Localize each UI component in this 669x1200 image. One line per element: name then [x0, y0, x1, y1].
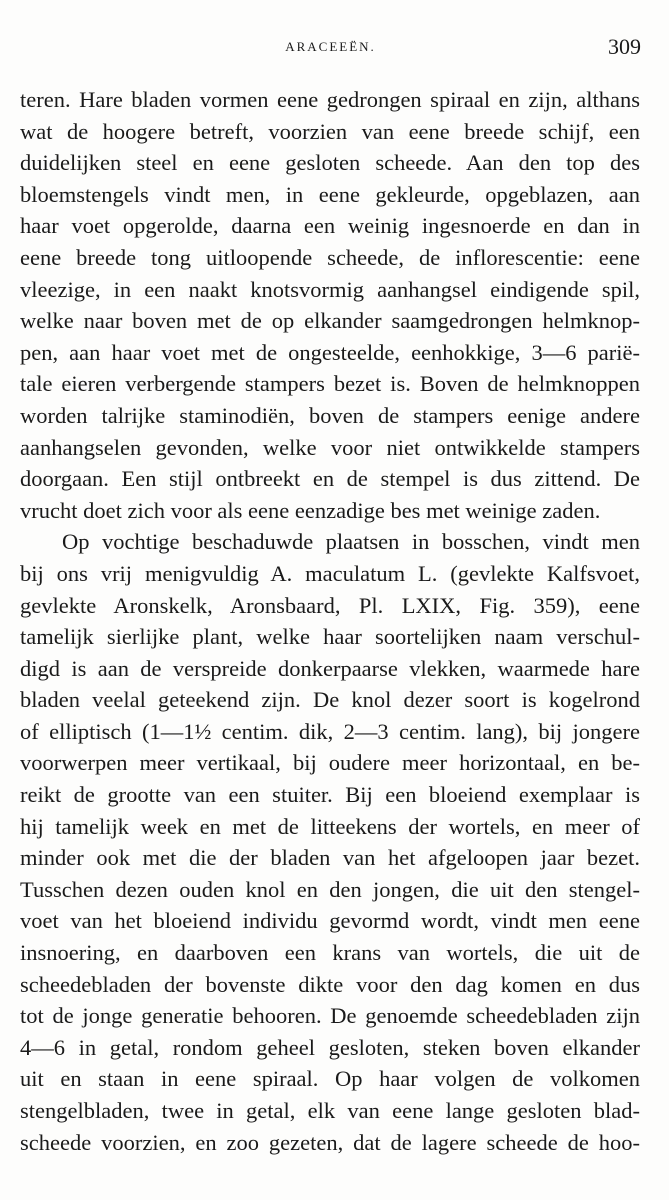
- text-line: stengelbladen, twee in getal, elk van eene lange gesloten blad-: [20, 1098, 640, 1123]
- text-line: minder ook met die der bladen van het afgeloopen jaar bezet.: [20, 845, 640, 871]
- text-line: wat de hoogere betreft, voorzien van eene breede schijf, een: [20, 118, 640, 144]
- text-line: voet van het bloeiend individu gevormd wordt, vindt men eene: [20, 908, 640, 934]
- text-line: gevlekte Aronskelk, Aronsbaard, Pl. LXIX, Fig. 359), eene: [20, 592, 640, 618]
- text-line: uit en staan in eene spiraal. Op haar volgen de volkomen: [20, 1066, 640, 1092]
- page-number: 309: [608, 34, 641, 59]
- text-line: scheede voorzien, en zoo gezeten, dat de lagere scheede de hoo-: [20, 1129, 640, 1155]
- text-line: doorgaan. Een stijl ontbreekt en de stempel is dus zittend. De: [20, 466, 640, 492]
- text-line: haar voet opgerolde, daarna een weinig ingesnoerde en dan in: [20, 213, 640, 239]
- text-line: pen, aan haar voet met de ongesteelde, eenhokkige, 3—6 parië-: [20, 339, 640, 365]
- text-line: reikt de grootte van een stuiter. Bij een bloeiend exemplaar is: [20, 782, 640, 808]
- text-line: 4—6 in getal, rondom geheel gesloten, steken boven elkander: [20, 1034, 640, 1060]
- text-line: tamelijk sierlijke plant, welke haar soortelijken naam verschul-: [20, 624, 640, 650]
- running-header: [20, 34, 641, 58]
- text-line: eene breede tong uitloopende scheede, de inflorescentie: eene: [20, 244, 640, 270]
- text-line: hij tamelijk week en met de litteekens der wortels, en meer of: [20, 813, 640, 839]
- text-line: voorwerpen meer vertikaal, bij oudere meer horizontaal, en be-: [20, 750, 640, 776]
- text-line: vleezige, in een naakt knotsvormig aanhangsel eindigende spil,: [20, 276, 640, 302]
- text-line: Op vochtige beschaduwde plaatsen in bosschen, vindt men: [62, 529, 640, 555]
- running-title: ARACEEËN.: [285, 39, 376, 54]
- text-line: worden talrijke staminodiën, boven de stampers eenige andere: [20, 402, 640, 428]
- text-line: duidelijken steel en eene gesloten scheede. Aan den top des: [20, 150, 640, 176]
- text-line: vrucht doet zich voor als eene eenzadige bes met weinige zaden.: [20, 497, 601, 523]
- text-line: bloemstengels vindt men, in eene gekleurde, opgeblazen, aan: [20, 181, 640, 207]
- body-text: [20, 84, 640, 1158]
- text-line: tale eieren verbergende stampers bezet is. Boven de helmknoppen: [20, 371, 640, 397]
- text-line: tot de jonge generatie behooren. De genoemde scheedebladen zijn: [20, 1003, 640, 1029]
- text-line: scheedebladen der bovenste dikte voor den dag komen en dus: [20, 971, 640, 997]
- text-line: welke naar boven met de op elkander saamgedrongen helmknop-: [20, 308, 640, 334]
- text-line: teren. Hare bladen vormen eene gedrongen spiraal en zijn, althans: [20, 87, 640, 112]
- text-line: insnoering, en daarboven een krans van wortels, die uit de: [20, 940, 640, 966]
- text-line: aanhangselen gevonden, welke voor niet ontwikkelde stampers: [20, 434, 640, 460]
- text-line: Tusschen dezen ouden knol en den jongen, die uit den stengel-: [20, 876, 640, 902]
- text-line: of elliptisch (1—1½ centim. dik, 2—3 centim. lang), bij jongere: [20, 718, 640, 744]
- text-line: digd is aan de verspreide donkerpaarse vlekken, waarmede hare: [20, 655, 640, 681]
- text-line: bij ons vrij menigvuldig A. maculatum L. (gevlekte Kalfsvoet,: [20, 560, 640, 586]
- text-line: bladen veelal geteekend zijn. De knol dezer soort is kogelrond: [20, 687, 640, 713]
